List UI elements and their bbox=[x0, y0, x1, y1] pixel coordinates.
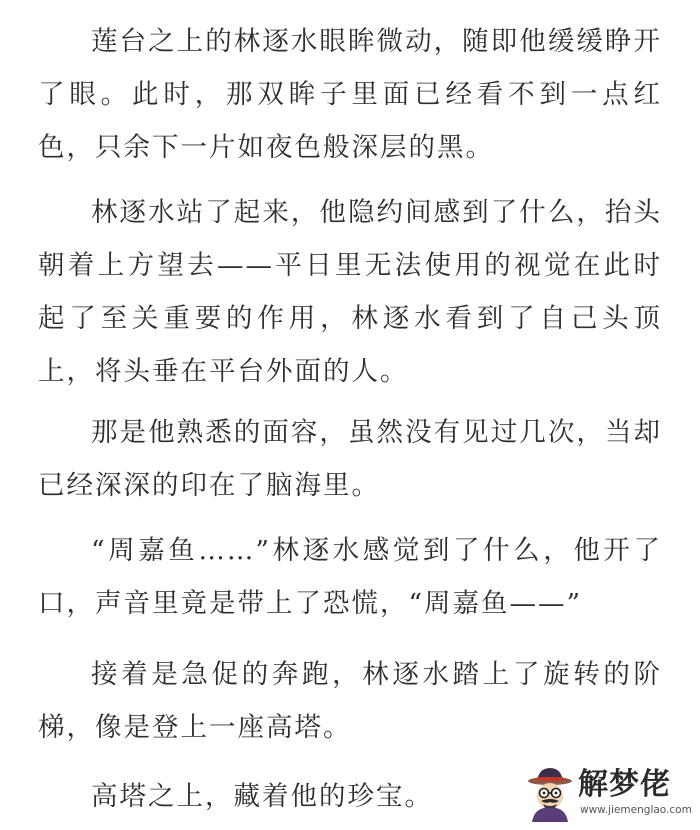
paragraph-3: 那是他熟悉的面容，虽然没有见过几次，当却已经深深的印在了脑海里。 bbox=[38, 417, 662, 501]
paragraph-1: 莲台之上的林逐水眼眸微动，随即他缓缓睁开了眼。此时，那双眸子里面已经看不到一点红色，只余下一片如夜色般深层的黑。 bbox=[38, 26, 662, 163]
fortune-teller-logo-icon bbox=[524, 766, 580, 822]
paragraph-5: 接着是急促的奔跑，林逐水踏上了旋转的阶梯，像是登上一座高塔。 bbox=[38, 659, 662, 743]
paragraph-4: “周嘉鱼……”林逐水感觉到了什么，他开了口，声音里竟是带上了恐慌，“周嘉鱼——” bbox=[38, 535, 662, 619]
site-watermark bbox=[524, 766, 692, 822]
watermark-brand-text: 解梦佬 bbox=[578, 767, 671, 802]
watermark-url-text: www.jiemenglao.com bbox=[580, 804, 692, 816]
paragraph-2: 林逐水站了起来，他隐约间感到了什么，抬头朝着上方望去——平日里无法使用的视觉在此时起了至关重要的作用，林逐水看到了自己头顶上，将头垂在平台外面的人。 bbox=[38, 197, 662, 387]
paragraph-6: 高塔之上，藏着他的珍宝。 bbox=[91, 781, 433, 812]
